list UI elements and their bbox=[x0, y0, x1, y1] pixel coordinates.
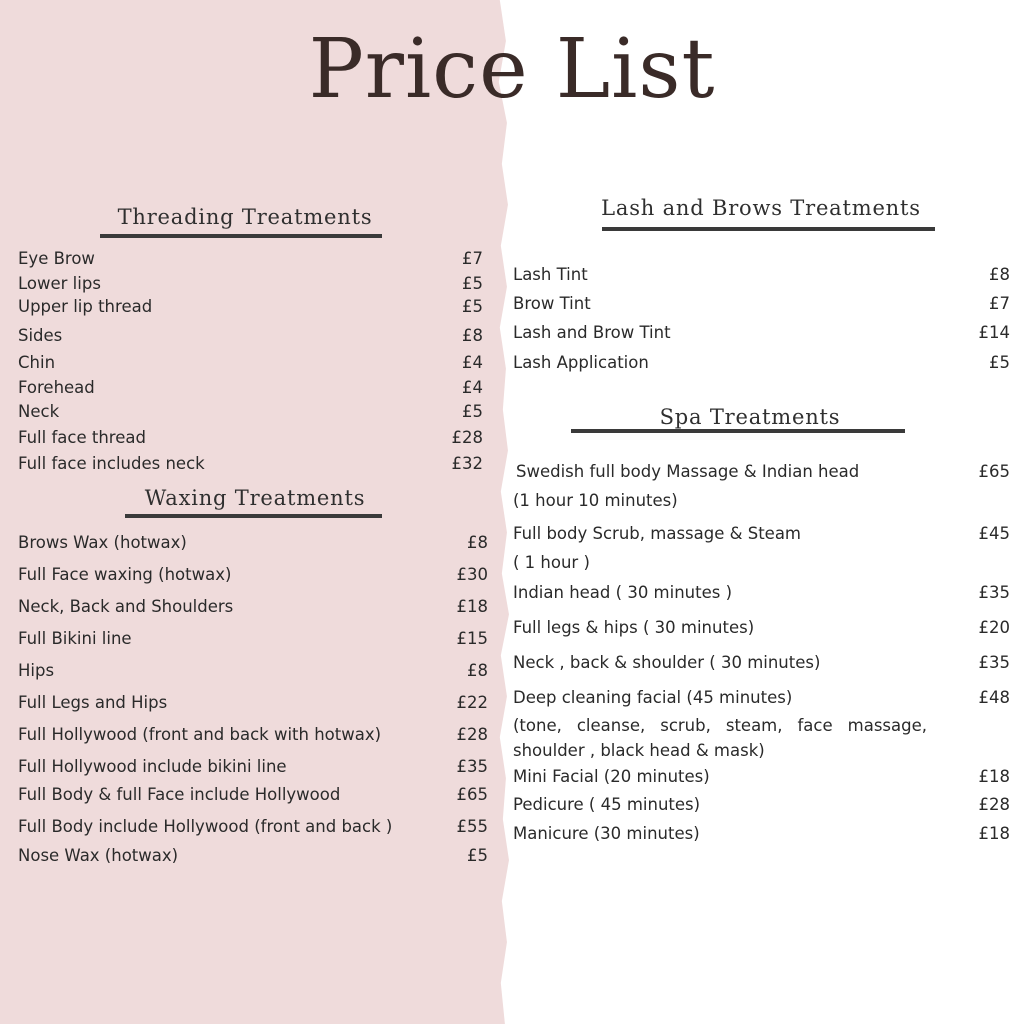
item-name: Full Face waxing (hotwax) bbox=[18, 565, 232, 584]
item-price: £20 bbox=[978, 618, 1010, 637]
item-price: £35 bbox=[456, 757, 488, 776]
item-name: Manicure (30 minutes) bbox=[513, 824, 700, 843]
item-name: Full Hollywood (front and back with hotwax) bbox=[18, 725, 382, 744]
item-name: Lash Application bbox=[513, 353, 649, 372]
item-price: £22 bbox=[456, 693, 488, 712]
item-name: Full Body & full Face include Hollywood bbox=[18, 785, 341, 804]
item-price: £7 bbox=[462, 249, 483, 268]
item-name: Forehead bbox=[18, 378, 95, 397]
item-price: £65 bbox=[978, 462, 1010, 481]
item-price: £55 bbox=[456, 817, 488, 836]
item-price: £14 bbox=[978, 323, 1010, 342]
item-price: £35 bbox=[978, 583, 1010, 602]
threading-heading: Threading Treatments bbox=[117, 205, 373, 229]
item-price: £18 bbox=[978, 767, 1010, 786]
item-price: £8 bbox=[989, 265, 1010, 284]
item-price: £32 bbox=[451, 454, 483, 473]
item-price: £28 bbox=[456, 725, 488, 744]
item-price: £28 bbox=[451, 428, 483, 447]
item-name: Full face thread bbox=[18, 428, 146, 447]
threading-heading-rule bbox=[100, 234, 382, 238]
item-name: Mini Facial (20 minutes) bbox=[513, 767, 710, 786]
waxing-heading-rule bbox=[125, 514, 382, 518]
item-price: £5 bbox=[462, 274, 483, 293]
item-name: Full Legs and Hips bbox=[18, 693, 168, 712]
item-price: £5 bbox=[462, 402, 483, 421]
item-price: £30 bbox=[456, 565, 488, 584]
item-name: Brow Tint bbox=[513, 294, 591, 313]
item-name: Lash and Brow Tint bbox=[513, 323, 671, 342]
item-price: £35 bbox=[978, 653, 1010, 672]
item-price: £8 bbox=[467, 661, 488, 680]
item-name: Full legs & hips ( 30 minutes) bbox=[513, 618, 755, 637]
item-description: (tone, cleanse, scrub, steam, face massage, shoulder , black head & mask) bbox=[513, 716, 927, 760]
item-name: Pedicure ( 45 minutes) bbox=[513, 795, 701, 814]
lash-heading: Lash and Brows Treatments bbox=[601, 196, 921, 220]
item-price: £4 bbox=[462, 353, 483, 372]
item-name: Brows Wax (hotwax) bbox=[18, 533, 187, 552]
item-price: £18 bbox=[456, 597, 488, 616]
item-name: Full Bikini line bbox=[18, 629, 132, 648]
item-name: Full body Scrub, massage & Steam bbox=[513, 524, 802, 543]
item-name: Full Body include Hollywood (front and back ) bbox=[18, 817, 393, 836]
item-name: Neck bbox=[18, 402, 60, 421]
item-name: Upper lip thread bbox=[18, 297, 153, 316]
item-name: Lash Tint bbox=[513, 265, 588, 284]
item-name: Eye Brow bbox=[18, 249, 95, 268]
item-name: Hips bbox=[18, 661, 55, 680]
lash-heading-rule bbox=[602, 227, 935, 231]
item-duration: ( 1 hour ) bbox=[513, 553, 590, 572]
item-name: Lower lips bbox=[18, 274, 101, 293]
page-title: Price List bbox=[308, 22, 716, 117]
waxing-heading: Waxing Treatments bbox=[144, 486, 366, 510]
item-name: Full Hollywood include bikini line bbox=[18, 757, 287, 776]
item-price: £7 bbox=[989, 294, 1010, 313]
item-name: Nose Wax (hotwax) bbox=[18, 846, 179, 865]
item-price: £65 bbox=[456, 785, 488, 804]
item-price: £45 bbox=[978, 524, 1010, 543]
item-price: £5 bbox=[462, 297, 483, 316]
pink-background-panel bbox=[0, 0, 510, 1024]
item-price: £28 bbox=[978, 795, 1010, 814]
item-price: £48 bbox=[978, 688, 1010, 707]
spa-heading-rule bbox=[571, 429, 905, 433]
item-name: Neck, Back and Shoulders bbox=[18, 597, 234, 616]
item-price: £5 bbox=[467, 846, 488, 865]
item-price: £5 bbox=[989, 353, 1010, 372]
item-duration: (1 hour 10 minutes) bbox=[513, 491, 678, 510]
item-price: £4 bbox=[462, 378, 483, 397]
item-price: £15 bbox=[456, 629, 488, 648]
item-name: Chin bbox=[18, 353, 56, 372]
item-name: Full face includes neck bbox=[18, 454, 205, 473]
item-price: £8 bbox=[467, 533, 488, 552]
spa-heading: Spa Treatments bbox=[659, 405, 841, 429]
item-name: Deep cleaning facial (45 minutes) bbox=[513, 688, 793, 707]
item-price: £18 bbox=[978, 824, 1010, 843]
item-name: Swedish full body Massage & Indian head bbox=[516, 462, 860, 481]
item-price: £8 bbox=[462, 326, 483, 345]
item-name: Neck , back & shoulder ( 30 minutes) bbox=[513, 653, 821, 672]
item-name: Indian head ( 30 minutes ) bbox=[513, 583, 733, 602]
item-name: Sides bbox=[18, 326, 63, 345]
